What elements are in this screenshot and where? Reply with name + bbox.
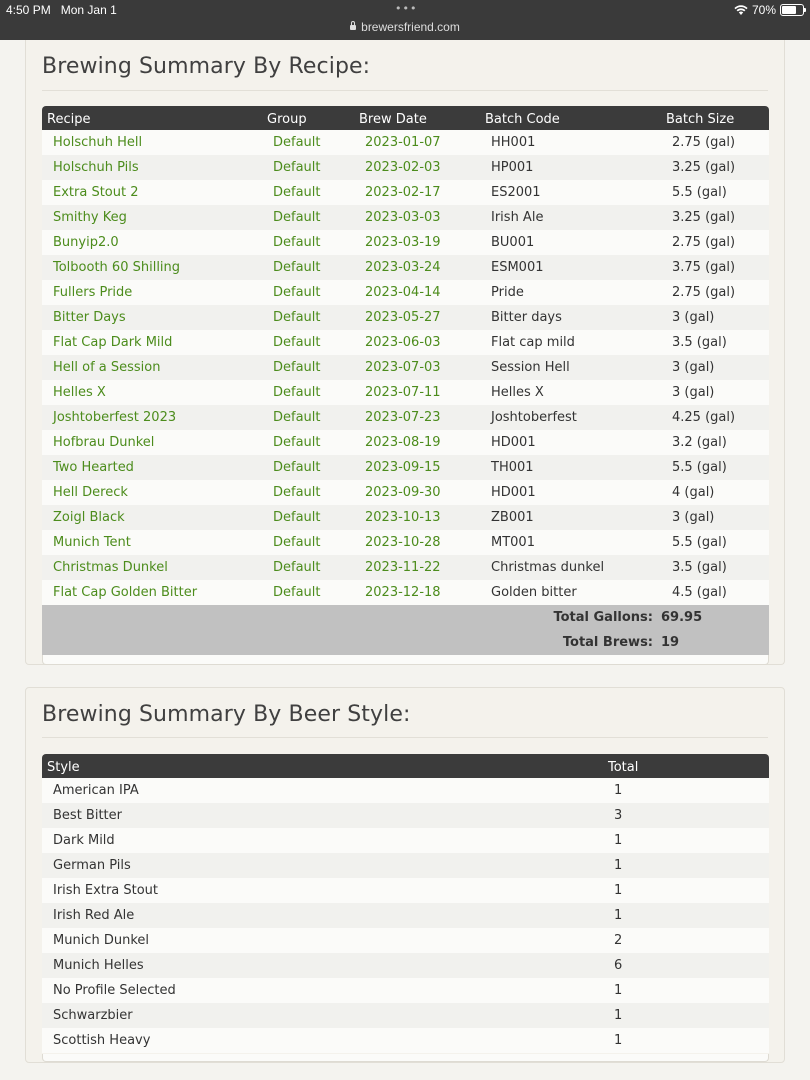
recipe-name-link[interactable]: Smithy Keg [53,210,127,225]
recipe-name-link[interactable]: Tolbooth 60 Shilling [53,260,181,275]
style-total: 2 [614,933,623,948]
status-time: 4:50 PM Mon Jan 1 [6,3,117,17]
recipe-name-link[interactable]: Fullers Pride [53,285,133,300]
table-row [42,928,769,953]
table-row [42,580,769,605]
batch-code: Helles X [491,385,544,400]
batch-size: 3 (gal) [672,360,715,375]
total-brews-label: Total Brews: [562,635,653,650]
recipe-name-link[interactable]: Hell Dereck [53,485,128,500]
style-total: 1 [614,1008,623,1023]
battery-icon [780,4,804,16]
table-row [42,130,769,155]
batch-size: 4 (gal) [672,485,715,500]
style-total: 1 [614,833,623,848]
recipe-group-link[interactable]: Default [273,485,321,500]
table-row [42,405,769,430]
recipe-summary-title: Brewing Summary By Recipe: [42,54,371,79]
style-total: 3 [614,808,623,823]
brew-date-link[interactable]: 2023-10-28 [365,535,441,550]
batch-size: 5.5 (gal) [672,535,727,550]
table-row [42,180,769,205]
style-name: American IPA [53,783,139,798]
col-batch-code[interactable]: Batch Code [485,111,560,127]
batch-size: 3 (gal) [672,510,715,525]
table-row [42,255,769,280]
table-header-row [42,754,769,778]
table-row [42,555,769,580]
recipe-name-link[interactable]: Holschuh Pils [53,160,139,175]
batch-code: Joshtoberfest [491,410,577,425]
style-summary-title: Brewing Summary By Beer Style: [42,702,411,727]
wifi-icon [734,5,748,15]
batch-code: TH001 [491,460,534,475]
recipe-group-link[interactable]: Default [273,435,321,450]
brew-date-link[interactable]: 2023-03-19 [365,235,441,250]
recipe-name-link[interactable]: Zoigl Black [53,510,125,525]
batch-size: 3.5 (gal) [672,560,727,575]
total-brews-value: 19 [661,635,680,650]
table-row [42,853,769,878]
lock-icon [350,25,356,30]
style-total: 1 [614,983,623,998]
recipe-group-link[interactable]: Default [273,335,321,350]
batch-code: Bitter days [491,310,562,325]
recipe-group-link[interactable]: Default [273,360,321,375]
recipe-group-link[interactable]: Default [273,235,321,250]
batch-code: Session Hell [491,360,570,375]
table-row [42,155,769,180]
recipe-group-link[interactable]: Default [273,260,321,275]
batch-size: 5.5 (gal) [672,460,727,475]
table-row [42,355,769,380]
style-name: Munich Helles [53,958,144,973]
brew-date-link[interactable]: 2023-02-03 [365,160,441,175]
style-total: 1 [614,783,623,798]
batch-code: Golden bitter [491,585,577,600]
recipe-group-link[interactable]: Default [273,585,321,600]
brew-date-link[interactable]: 2023-07-11 [365,385,441,400]
recipe-name-link[interactable]: Bunyip2.0 [53,235,119,250]
recipe-group-link[interactable]: Default [273,135,321,150]
col-brew-date[interactable]: Brew Date [359,111,427,127]
table-row [42,1028,769,1053]
recipe-name-link[interactable]: Two Hearted [53,460,134,475]
recipe-name-link[interactable]: Bitter Days [53,310,126,325]
brew-date-link[interactable]: 2023-06-03 [365,335,441,350]
recipe-name-link[interactable]: Helles X [53,385,106,400]
style-summary-table [42,754,769,1053]
total-gallons-label: Total Gallons: [553,610,653,625]
table-row [42,530,769,555]
style-name: Irish Red Ale [53,908,135,923]
table-row [42,505,769,530]
table-row [42,1003,769,1028]
brew-date-link[interactable]: 2023-08-19 [365,435,441,450]
col-batch-size[interactable]: Batch Size [666,111,735,127]
multitasking-dots-icon[interactable]: ••• [395,2,418,15]
batch-size: 3.25 (gal) [672,160,736,175]
recipe-name-link[interactable]: Holschuh Hell [53,135,143,150]
divider [42,737,768,738]
table-row [42,953,769,978]
recipe-summary-table [42,106,769,655]
recipe-name-link[interactable]: Munich Tent [53,535,131,550]
style-name: Irish Extra Stout [53,883,159,898]
recipe-group-link[interactable]: Default [273,210,321,225]
brew-date-link[interactable]: 2023-01-07 [365,135,441,150]
table-row [42,803,769,828]
style-name: Dark Mild [53,833,115,848]
recipe-name-link[interactable]: Hofbrau Dunkel [53,435,155,450]
brew-date-link[interactable]: 2023-09-30 [365,485,441,500]
table-row [42,280,769,305]
batch-code: ZB001 [491,510,534,525]
table-row [42,480,769,505]
batch-code: HH001 [491,135,536,150]
recipe-group-link[interactable]: Default [273,310,321,325]
batch-code: Christmas dunkel [491,560,605,575]
style-total: 1 [614,908,623,923]
table-row [42,205,769,230]
style-total: 1 [614,883,623,898]
battery-percent: 70% [751,3,776,17]
brew-date-link[interactable]: 2023-05-27 [365,310,441,325]
total-gallons-row [42,605,769,630]
address-bar[interactable] [0,20,810,34]
brew-date-link[interactable]: 2023-07-03 [365,360,441,375]
table-bottom-edge [42,1054,769,1062]
table-row [42,455,769,480]
brew-date-link[interactable]: 2023-07-23 [365,410,441,425]
style-summary-panel [25,687,785,1063]
brew-date-link[interactable]: 2023-12-18 [365,585,441,600]
recipe-name-link[interactable]: Flat Cap Golden Bitter [53,585,198,600]
table-row [42,878,769,903]
batch-size: 3.2 (gal) [672,435,727,450]
brew-date-link[interactable]: 2023-09-15 [365,460,441,475]
style-total: 6 [614,958,623,973]
recipe-name-link[interactable]: Hell of a Session [53,360,161,375]
col-recipe[interactable]: Recipe [47,111,91,127]
brew-date-link[interactable]: 2023-11-22 [365,560,441,575]
style-name: Schwarzbier [53,1008,133,1023]
recipe-name-link[interactable]: Christmas Dunkel [53,560,168,575]
table-row [42,305,769,330]
style-total: 1 [614,858,623,873]
table-row [42,903,769,928]
table-row [42,330,769,355]
batch-code: ESM001 [491,260,544,275]
col-style[interactable]: Style [47,759,80,775]
table-header-row [42,106,769,130]
style-name: Scottish Heavy [53,1033,151,1048]
batch-size: 4.5 (gal) [672,585,727,600]
status-right [734,3,804,17]
table-row [42,978,769,1003]
table-row [42,380,769,405]
recipe-group-link[interactable]: Default [273,510,321,525]
recipe-group-link[interactable]: Default [273,535,321,550]
batch-size: 3.5 (gal) [672,335,727,350]
batch-size: 3.75 (gal) [672,260,736,275]
batch-code: Flat cap mild [491,335,575,350]
batch-code: HD001 [491,435,536,450]
recipe-name-link[interactable]: Extra Stout 2 [53,185,139,200]
table-row [42,828,769,853]
batch-code: ES2001 [491,185,541,200]
total-brews-row [42,630,769,655]
batch-size: 3 (gal) [672,310,715,325]
divider [42,90,768,91]
table-row [42,778,769,803]
recipe-group-link[interactable]: Default [273,560,321,575]
batch-code: BU001 [491,235,535,250]
ios-status-bar [0,0,810,40]
recipe-group-link[interactable]: Default [273,385,321,400]
col-total[interactable]: Total [608,759,639,775]
table-bottom-edge [42,655,769,665]
recipe-group-link[interactable]: Default [273,410,321,425]
recipe-name-link[interactable]: Joshtoberfest 2023 [53,410,177,425]
brew-date-link[interactable]: 2023-03-24 [365,260,441,275]
batch-code: Irish Ale [491,210,544,225]
batch-size: 3.25 (gal) [672,210,736,225]
col-group[interactable]: Group [267,111,307,127]
batch-size: 2.75 (gal) [672,135,736,150]
style-name: Best Bitter [53,808,122,823]
brew-date-link[interactable]: 2023-02-17 [365,185,441,200]
total-gallons-value: 69.95 [661,610,703,625]
batch-size: 5.5 (gal) [672,185,727,200]
recipe-group-link[interactable]: Default [273,460,321,475]
recipe-group-link[interactable]: Default [273,160,321,175]
recipe-group-link[interactable]: Default [273,285,321,300]
batch-size: 2.75 (gal) [672,285,736,300]
batch-code: Pride [491,285,524,300]
brew-date-link[interactable]: 2023-03-03 [365,210,441,225]
address-url: brewersfriend.com [361,20,460,34]
batch-size: 4.25 (gal) [672,410,736,425]
batch-size: 2.75 (gal) [672,235,736,250]
brew-date-link[interactable]: 2023-10-13 [365,510,441,525]
batch-code: HP001 [491,160,534,175]
brew-date-link[interactable]: 2023-04-14 [365,285,441,300]
table-row [42,430,769,455]
recipe-name-link[interactable]: Flat Cap Dark Mild [53,335,173,350]
style-name: Munich Dunkel [53,933,149,948]
batch-size: 3 (gal) [672,385,715,400]
style-total: 1 [614,1033,623,1048]
batch-code: HD001 [491,485,536,500]
style-name: German Pils [53,858,131,873]
table-row [42,230,769,255]
recipe-summary-panel [25,40,785,665]
style-name: No Profile Selected [53,983,176,998]
batch-code: MT001 [491,535,535,550]
recipe-group-link[interactable]: Default [273,185,321,200]
